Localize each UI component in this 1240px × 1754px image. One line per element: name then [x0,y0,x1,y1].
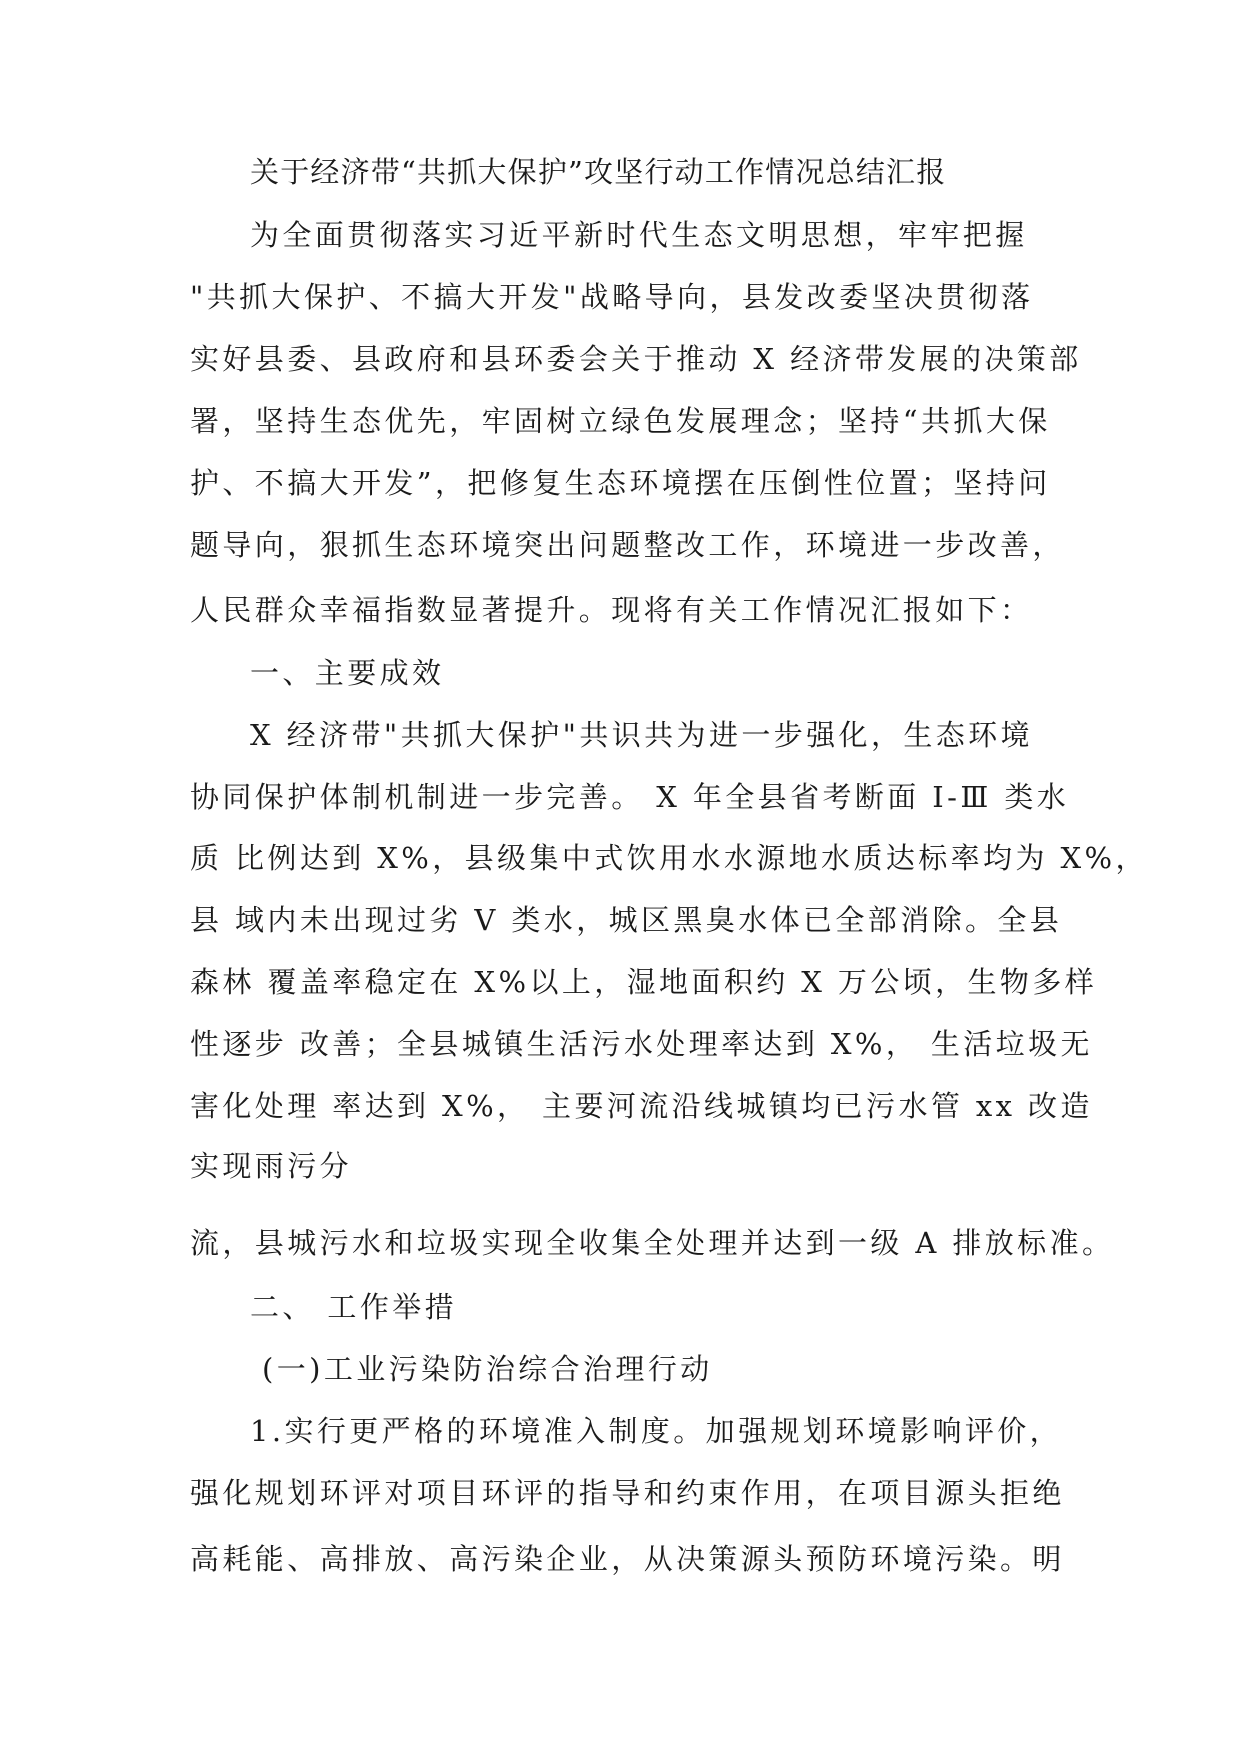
paragraph-line: 实好县委、县政府和县环委会关于推动 X 经济带发展的决策部 [190,342,1082,376]
paragraph-line: 护、不搞大开发”，把修复生态环境摆在压倒性位置；坚持问 [190,466,1051,500]
paragraph-line: 实现雨污分 [190,1149,353,1183]
paragraph-line: 高耗能、高排放、高污染企业，从决策源头预防环境污染。明 [190,1542,1065,1576]
subsection-heading: (一)工业污染防治综合治理行动 [262,1352,713,1386]
paragraph-line: 1.实行更严格的环境准入制度。加强规划环境影响评价， [250,1414,1063,1448]
paragraph-line: "共抓大保护、不搞大开发"战略导向，县发改委坚决贯彻落 [190,280,1034,314]
document-title: 关于经济带“共抓大保护”攻坚行动工作情况总结汇报 [250,155,947,189]
paragraph-line: 流，县城污水和垃圾实现全收集全处理并达到一级 A 排放标准。 [190,1226,1115,1260]
paragraph-line: 害化处理 率达到 X%， 主要河流沿线城镇均已污水管 xx 改造 [190,1089,1093,1123]
section-heading: 二、 工作举措 [250,1290,458,1324]
paragraph-line: 森林 覆盖率稳定在 X%以上，湿地面积约 X 万公顷，生物多样 [190,965,1098,999]
paragraph-line: 质 比例达到 X%，县级集中式饮用水水源地水质达标率均为 X%， [190,841,1148,875]
paragraph-line: 署，坚持生态优先，牢固树立绿色发展理念；坚持“共抓大保 [190,404,1051,438]
paragraph-line: X 经济带"共抓大保护"共识共为进一步强化，生态环境 [250,718,1033,752]
paragraph-line: 为全面贯彻落实习近平新时代生态文明思想，牢牢把握 [250,218,1028,252]
paragraph-line: 人民群众幸福指数显著提升。现将有关工作情况汇报如下： [190,593,1033,627]
section-heading: 一、主要成效 [250,656,445,690]
paragraph-line: 协同保护体制机制进一步完善。 X 年全县省考断面 I-Ⅲ 类水 [190,780,1070,814]
paragraph-line: 题导向，狠抓生态环境突出问题整改工作，环境进一步改善， [190,528,1065,562]
paragraph-line: 性逐步 改善；全县城镇生活污水处理率达到 X%， 生活垃圾无 [190,1027,1093,1061]
paragraph-line: 强化规划环评对项目环评的指导和约束作用，在项目源头拒绝 [190,1476,1065,1510]
paragraph-line: 县 域内未出现过劣 V 类水，城区黑臭水体已全部消除。全县 [190,903,1063,937]
